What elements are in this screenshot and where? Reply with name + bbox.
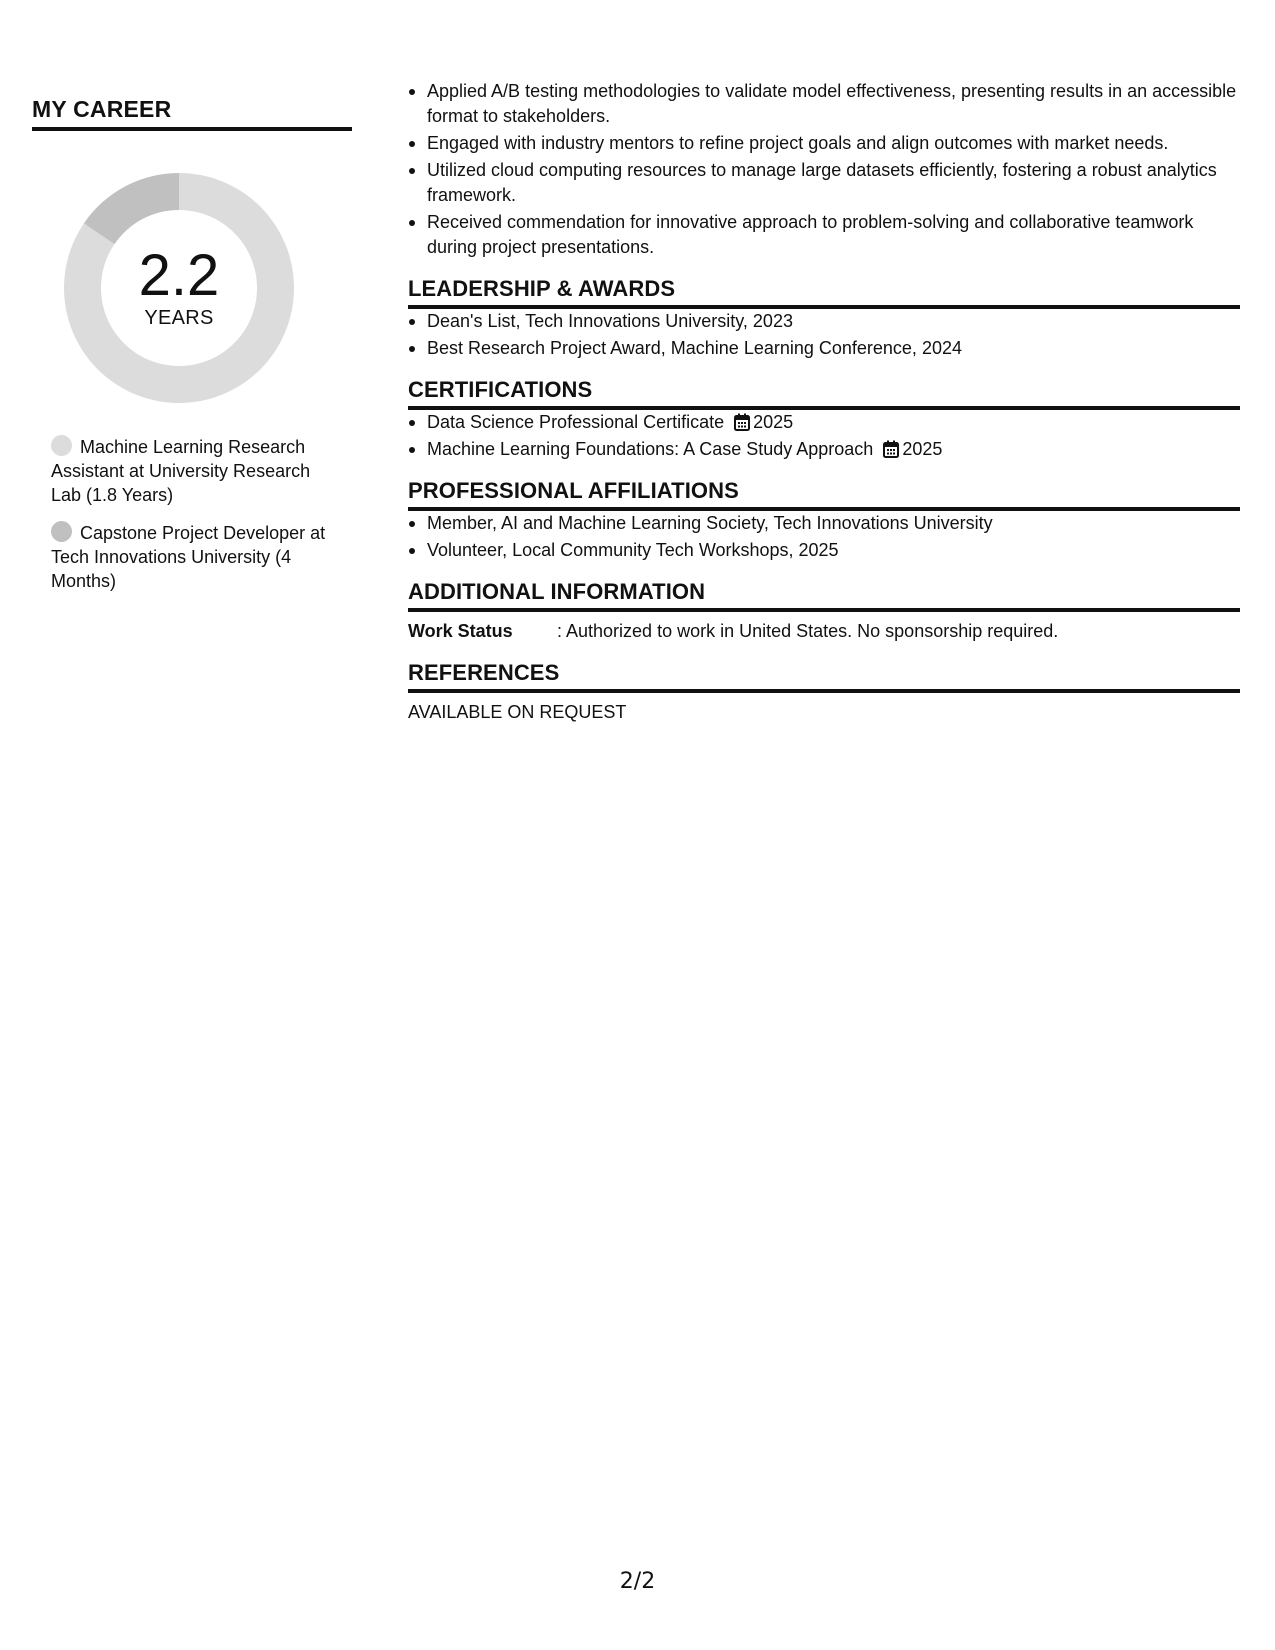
list-item xyxy=(427,437,1240,462)
legend-label: Machine Learning Research Assistant at University Research Lab (1.8 Years) xyxy=(51,437,311,505)
affiliations-section xyxy=(408,478,1240,563)
list-item: Dean's List, Tech Innovations University, 2023 xyxy=(427,309,1240,334)
career-panel xyxy=(32,96,352,607)
certificate-name: Data Science Professional Certificate xyxy=(427,412,725,432)
main-content xyxy=(408,79,1240,725)
legend-item xyxy=(51,521,341,593)
legend-dot xyxy=(51,435,72,456)
references-text: AVAILABLE ON REQUEST xyxy=(408,702,627,722)
list-item: Utilized cloud computing resources to manage large datasets efficiently, fostering a robust analytics framework. xyxy=(427,158,1240,208)
work-status-value: : Authorized to work in United States. No sponsorship required. xyxy=(557,621,1059,641)
list-item: Volunteer, Local Community Tech Workshops, 2025 xyxy=(427,538,1240,563)
list-item: Engaged with industry mentors to refine project goals and align outcomes with market needs. xyxy=(427,131,1240,156)
work-status-row xyxy=(408,619,1240,644)
donut-center xyxy=(64,173,294,403)
certificate-year: 2025 xyxy=(753,412,794,432)
list-item: Member, AI and Machine Learning Society, Tech Innovations University xyxy=(427,511,1240,536)
career-donut-chart xyxy=(64,173,294,403)
certificate-name: Machine Learning Foundations: A Case Study Approach xyxy=(427,439,874,459)
page-number: 2/2 xyxy=(619,1569,656,1594)
affiliations-list xyxy=(408,511,1240,563)
certificate-year: 2025 xyxy=(902,439,943,459)
list-item: Applied A/B testing methodologies to validate model effectiveness, presenting results in an accessible format to stakeholders. xyxy=(427,79,1240,129)
references-section xyxy=(408,660,1240,725)
experience-bullets xyxy=(408,79,1240,260)
work-status-label: Work Status xyxy=(408,621,513,641)
legend-item xyxy=(51,435,341,507)
list-item: Best Research Project Award, Machine Learning Conference, 2024 xyxy=(427,336,1240,361)
additional-info-section xyxy=(408,579,1240,644)
legend-label: Capstone Project Developer at Tech Innovations University (4 Months) xyxy=(51,523,326,591)
calendar-icon xyxy=(734,413,750,431)
list-item xyxy=(427,410,1240,435)
section-title: LEADERSHIP & AWARDS xyxy=(408,276,1240,309)
certifications-list xyxy=(408,410,1240,462)
career-heading: MY CAREER xyxy=(32,96,352,131)
leadership-section xyxy=(408,276,1240,361)
total-years-value: 2.2 xyxy=(138,243,220,308)
section-title: CERTIFICATIONS xyxy=(408,377,1240,410)
certifications-section xyxy=(408,377,1240,462)
section-title: REFERENCES xyxy=(408,660,1240,693)
calendar-icon xyxy=(883,440,899,458)
section-title: PROFESSIONAL AFFILIATIONS xyxy=(408,478,1240,511)
career-legend xyxy=(51,435,341,593)
total-years-unit: YEARS xyxy=(144,307,214,329)
list-item: Received commendation for innovative approach to problem-solving and collaborative teamwork during project presentations. xyxy=(427,210,1240,260)
legend-dot xyxy=(51,521,72,542)
section-title: ADDITIONAL INFORMATION xyxy=(408,579,1240,612)
leadership-list xyxy=(408,309,1240,361)
